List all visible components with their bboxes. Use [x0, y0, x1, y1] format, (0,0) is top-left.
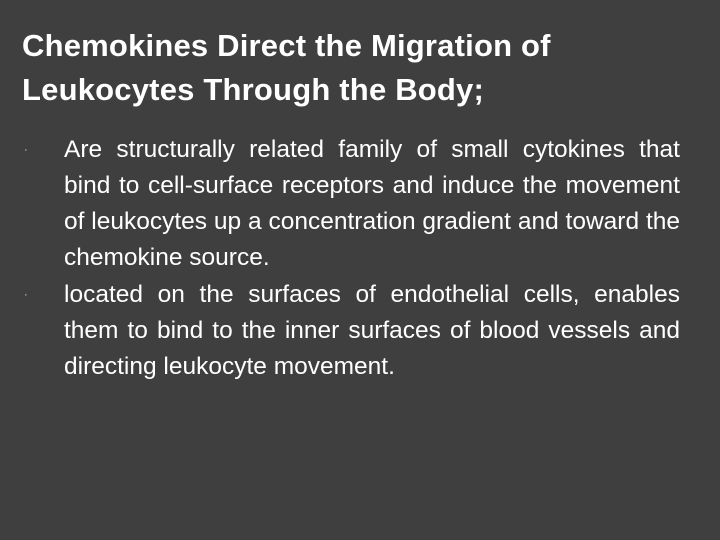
bullet-dot-icon: ·	[24, 289, 28, 301]
bullet-text: located on the surfaces of endothelial cells, enables them to bind to the inner surfaces of blood vessels and directing leukocyte movement.	[64, 281, 680, 380]
bullet-list	[24, 132, 680, 386]
bullet-text: Are structurally related family of small cytokines that bind to cell-surface receptors and induce the movement of leukocytes up a concentration gradient and toward the chemokine source.	[64, 136, 680, 271]
bullet-dot-icon: ·	[24, 144, 28, 156]
bullet-item	[24, 132, 680, 276]
slide-title: Chemokines Direct the Migration of Leukocytes Through the Body;	[22, 28, 551, 107]
bullet-item	[24, 277, 680, 385]
